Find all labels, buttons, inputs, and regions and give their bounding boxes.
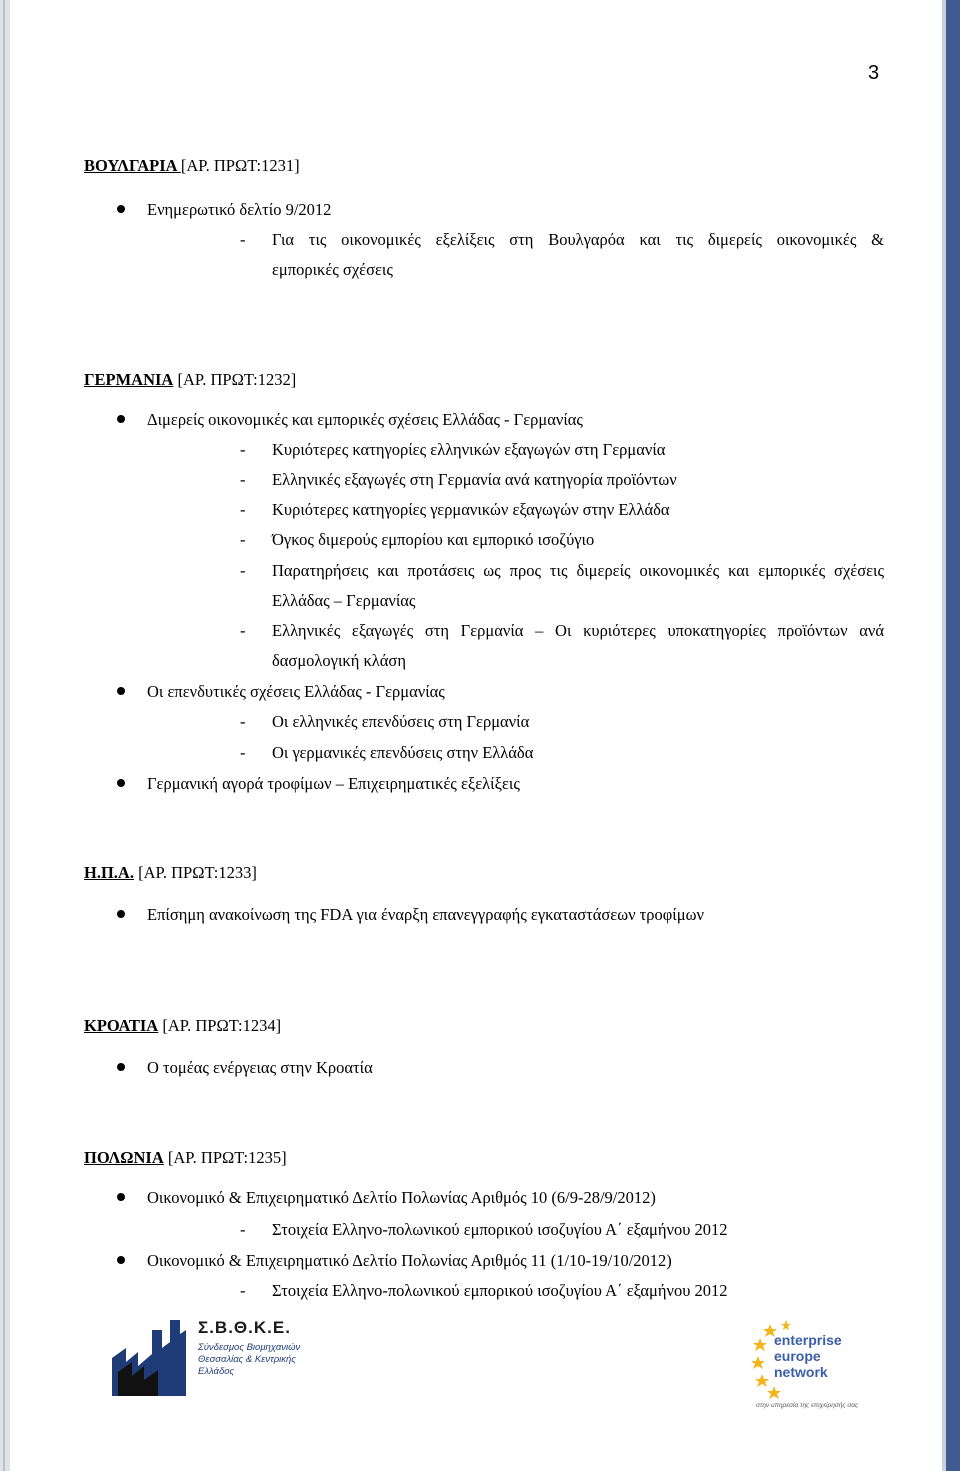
sub-item: Οι ελληνικές επενδύσεις στη Γερμανία — [272, 712, 530, 731]
list-item: Επίσημη ανακοίνωση της FDA για έναρξη επανεγγραφής εγκαταστάσεων τροφίμων — [147, 905, 704, 924]
sub-item-continued: εμπορικές σχέσεις — [272, 260, 393, 279]
section-heading-poland — [84, 1148, 287, 1168]
list-item: Οικονομικό & Επιχειρηματικό Δελτίο Πολωνίας Αριθμός 10 (6/9-28/9/2012) — [147, 1188, 656, 1207]
dash-marker: - — [240, 1220, 246, 1239]
een-line: enterprise — [774, 1332, 842, 1348]
sub-item-continued: δασμολογική κλάση — [272, 651, 406, 670]
list-item: Διμερείς οικονομικές και εμπορικές σχέσεις Ελλάδας - Γερμανίας — [147, 410, 583, 429]
sub-item: Οι γερμανικές επενδύσεις στην Ελλάδα — [272, 743, 534, 762]
een-wordmark — [774, 1332, 842, 1380]
factory-icon — [108, 1318, 190, 1398]
list-item: Ενημερωτικό δελτίο 9/2012 — [147, 200, 332, 219]
country-name: ΚΡΟΑΤΙΑ — [84, 1016, 159, 1035]
sub-item: Ελληνικές εξαγωγές στη Γερμανία ανά κατηγορία προϊόντων — [272, 470, 677, 489]
sub-item: Για τις οικονομικές εξελίξεις στη Βουλγαρόα και τις διμερείς οικονομικές & — [272, 230, 884, 249]
page-number: 3 — [868, 62, 880, 84]
sub-item: Ελληνικές εξαγωγές στη Γερμανία – Οι κυριότερες υποκατηγορίες προϊόντων ανά — [272, 621, 884, 640]
dash-marker: - — [240, 470, 246, 489]
protocol-number: [ΑΡ. ΠΡΩΤ:1233] — [133, 863, 257, 882]
dash-marker: - — [240, 561, 246, 580]
sub-item: Κυριότερες κατηγορίες γερμανικών εξαγωγών στην Ελλάδα — [272, 500, 670, 519]
protocol-number: [ΑΡ. ΠΡΩΤ:1231] — [180, 156, 300, 175]
dash-marker: - — [240, 230, 246, 249]
country-name: ΒΟΥΛΓΑΡΙΑ — [84, 156, 181, 175]
page-frame-left — [0, 0, 10, 1471]
country-name: ΓΕΡΜΑΝΙΑ — [84, 370, 174, 389]
svbke-subtitle: Σύνδεσμος Βιομηχανιών Θεσσαλίας & Κεντρικής Ελλάδος — [198, 1342, 301, 1377]
section-heading-germany — [84, 370, 296, 390]
dash-marker: - — [240, 743, 246, 762]
sub-item: Στοιχεία Ελληνο-πολωνικού εμπορικού ισοζυγίου Α΄ εξαμήνου 2012 — [272, 1220, 728, 1239]
list-item: Οι επενδυτικές σχέσεις Ελλάδας - Γερμανίας — [147, 682, 445, 701]
svbke-logo — [108, 1318, 318, 1398]
svbke-title: Σ.Β.Θ.Κ.Ε. — [198, 1318, 291, 1337]
dash-marker: - — [240, 530, 246, 549]
protocol-number: [ΑΡ. ΠΡΩΤ:1234] — [158, 1016, 282, 1035]
een-line: europe — [774, 1348, 821, 1364]
dash-marker: - — [240, 712, 246, 731]
dash-marker: - — [240, 500, 246, 519]
protocol-number: [ΑΡ. ΠΡΩΤ:1232] — [173, 370, 297, 389]
een-line: network — [774, 1364, 828, 1380]
page-frame-right — [946, 0, 960, 1471]
country-name: Η.Π.Α. — [84, 863, 134, 882]
country-name: ΠΟΛΩΝΙΑ — [84, 1148, 164, 1167]
sub-item: Κυριότερες κατηγορίες ελληνικών εξαγωγών στη Γερμανία — [272, 440, 666, 459]
dash-marker: - — [240, 621, 246, 640]
sub-item-continued: Ελλάδας – Γερμανίας — [272, 591, 416, 610]
enterprise-europe-network-logo — [750, 1316, 860, 1416]
list-item: Ο τομέας ενέργειας στην Κροατία — [147, 1058, 373, 1077]
sub-item: Στοιχεία Ελληνο-πολωνικού εμπορικού ισοζυγίου Α΄ εξαμήνου 2012 — [272, 1281, 728, 1300]
dash-marker: - — [240, 1281, 246, 1300]
list-item: Γερμανική αγορά τροφίμων – Επιχειρηματικές εξελίξεις — [147, 774, 520, 793]
section-heading-croatia — [84, 1016, 281, 1036]
dash-marker: - — [240, 440, 246, 459]
section-heading-usa — [84, 863, 257, 883]
een-tagline: στην υπηρεσία της επιχείρησής σας — [756, 1402, 859, 1409]
sub-item: Παρατηρήσεις και προτάσεις ως προς τις διμερείς οικονομικές και εμπορικές σχέσεις — [272, 561, 884, 580]
protocol-number: [ΑΡ. ΠΡΩΤ:1235] — [163, 1148, 287, 1167]
sub-item: Όγκος διμερούς εμπορίου και εμπορικό ισοζύγιο — [272, 530, 595, 549]
section-heading-bulgaria — [84, 156, 300, 176]
list-item: Οικονομικό & Επιχειρηματικό Δελτίο Πολωνίας Αριθμός 11 (1/10-19/10/2012) — [147, 1251, 672, 1270]
